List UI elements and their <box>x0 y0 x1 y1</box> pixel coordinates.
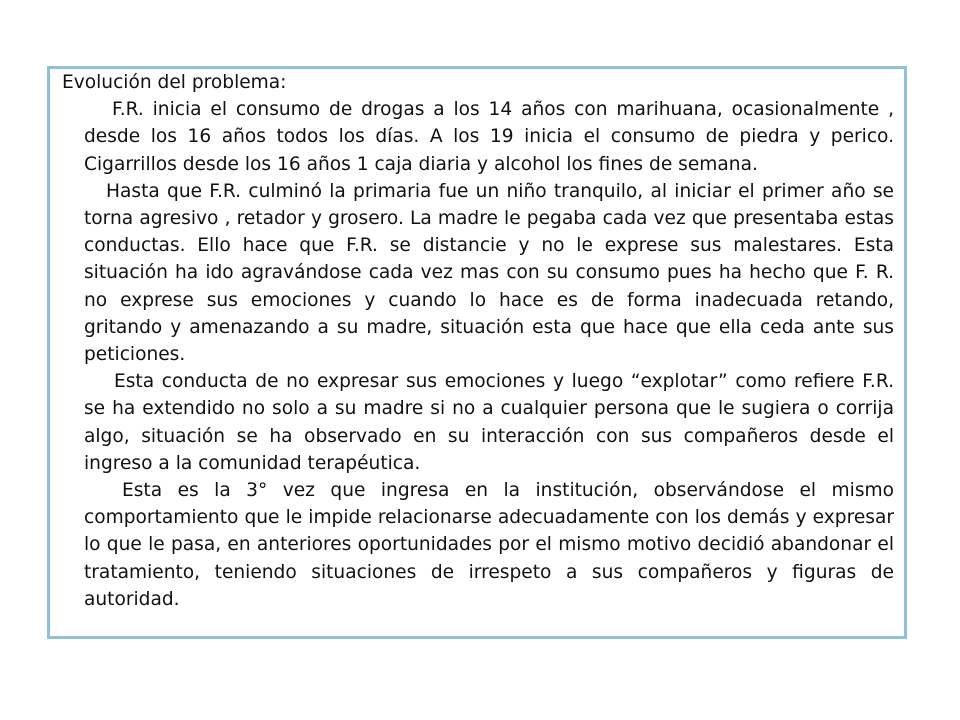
text-box <box>47 66 907 639</box>
paragraph-2: Hasta que F.R. culminó la primaria fue un niño tranquilo, al iniciar el primer año se torna agresivo , retador y grosero. La madre le pegaba cada vez que presentaba estas conductas. Ello hace que F.R. se distancie y no le exprese sus malestares. Esta situación ha ido agravándose cada vez mas con su consumo pues ha hecho que F. R. no exprese sus emociones y cuando lo hace es de forma inadecuada retando, gritando y amenazando a su madre, situación esta que hace que ella ceda ante sus peticiones. <box>84 180 894 366</box>
paragraph-1: F.R. inicia el consumo de drogas a los 14 años con marihuana, ocasionalmente , desde los 16 años todos los días. A los 19 inicia el consumo de piedra y perico. Cigarrillos desde los 16 años 1 caja diaria y alcohol los fines de semana. <box>84 99 894 175</box>
paragraph-3: Esta conducta de no expresar sus emociones y luego “explotar” como refiere F.R. se ha extendido no solo a su madre si no a cualquier persona que le sugiera o corrija algo, situación se ha observado en su interacción con sus compañeros desde el ingreso a la comunidad terapéutica. <box>84 371 894 474</box>
paragraph-4: Esta es la 3° vez que ingresa en la institución, observándose el mismo comportamiento que le impide relacionarse adecuadamente con los demás y expresar lo que le pasa, en anteriores oportunidades por el mismo motivo decidió abandonar el tratamiento, teniendo situaciones de irrespeto a sus compañeros y figuras de autoridad. <box>84 480 894 610</box>
section-title: Evolución del problema: <box>62 72 287 93</box>
